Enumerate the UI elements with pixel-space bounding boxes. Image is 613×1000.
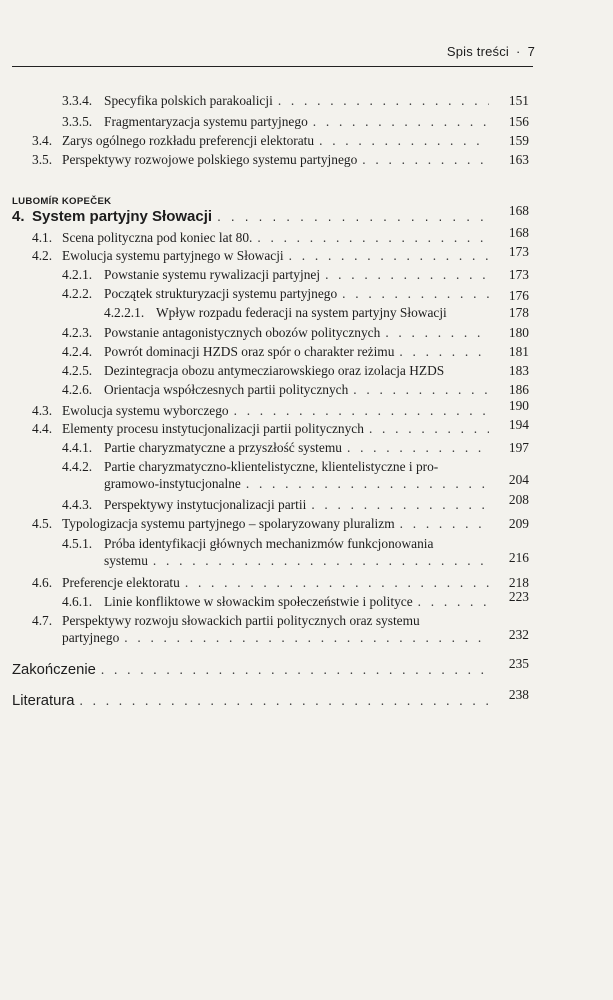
toc-entry-title-line bbox=[104, 114, 489, 130]
toc-entry-page: 183 bbox=[508, 363, 529, 378]
dot-leader bbox=[234, 403, 489, 419]
toc-chapter-title-line bbox=[32, 209, 489, 225]
dot-leader bbox=[399, 344, 489, 360]
header-rule bbox=[12, 66, 533, 67]
toc-entry-title-line bbox=[62, 575, 489, 591]
toc-entry-number: 4.2.1. bbox=[62, 267, 93, 282]
toc-chapter-number: 4. bbox=[12, 208, 25, 225]
toc-entry bbox=[0, 516, 613, 536]
toc-entry-number: 4.2.4. bbox=[62, 344, 93, 359]
dot-leader bbox=[313, 114, 489, 130]
toc-entry bbox=[0, 492, 613, 517]
toc-entry-title-continuation bbox=[104, 476, 489, 492]
toc-entry-number: 4.1. bbox=[32, 230, 53, 245]
conclusion-title: Zakończenie bbox=[12, 662, 96, 678]
toc-entry-title: Powstanie systemu rywalizacji partyjnej bbox=[104, 267, 321, 282]
toc-entry-title-line bbox=[104, 325, 489, 341]
toc-entry bbox=[0, 305, 613, 325]
running-head-title: Spis treści bbox=[446, 44, 510, 59]
toc-entry-page: 173 bbox=[508, 267, 529, 282]
toc-entry-page: 178 bbox=[508, 305, 529, 320]
toc-entry-title: Wpływ rozpadu federacji na system partyjny Słowacji bbox=[156, 305, 447, 320]
toc-entry-title: Perspektywy rozwoju słowackich partii politycznych oraz systemu bbox=[62, 613, 420, 628]
toc-entry-title-line bbox=[62, 613, 496, 629]
toc-entry-title: Typologizacja systemu partyjnego – spolaryzowany pluralizm bbox=[62, 516, 395, 531]
toc-entry-number: 4.4.3. bbox=[62, 497, 93, 512]
dot-leader bbox=[369, 421, 489, 437]
toc-entry-title-line bbox=[62, 516, 489, 532]
toc-entry-title: Partie charyzmatyczne a przyszłość systemu bbox=[104, 440, 342, 455]
toc-entry-title: Ewolucja systemu partyjnego w Słowacji bbox=[62, 248, 284, 263]
toc-entry-title-line bbox=[156, 305, 496, 321]
toc-entry-page: 173 bbox=[508, 244, 529, 259]
toc-entry bbox=[0, 440, 613, 460]
toc-entry-title: Początek strukturyzacji systemu partyjnego bbox=[104, 286, 338, 301]
toc-entry-title-line bbox=[104, 459, 496, 475]
toc-entry-title-line bbox=[62, 421, 489, 437]
toc-entry-page: 186 bbox=[508, 382, 529, 397]
toc-entry-page: 159 bbox=[508, 133, 529, 148]
toc-chapter-title: System partyjny Słowacji bbox=[32, 209, 213, 225]
dot-leader bbox=[347, 440, 489, 456]
toc-entry-number: 4.2.6. bbox=[62, 382, 93, 397]
toc-entry-title-line-2: gramowo-instytucjonalne bbox=[104, 476, 241, 491]
toc-entry-number: 4.4.2. bbox=[62, 459, 93, 474]
toc-entry-page: 197 bbox=[508, 440, 529, 455]
toc-entry-page: 151 bbox=[508, 93, 529, 108]
toc-entry-page: 180 bbox=[508, 325, 529, 340]
toc-entry-title: Perspektywy instytucjonalizacji partii bbox=[104, 497, 307, 512]
toc-entry-page: 204 bbox=[508, 472, 529, 487]
toc-entry bbox=[0, 363, 613, 383]
toc-entry-title: Próba identyfikacji głównych mechanizmów funkcjonowania bbox=[104, 536, 434, 551]
toc-entry-page: 216 bbox=[508, 550, 529, 565]
running-head bbox=[447, 44, 535, 59]
dot-leader bbox=[124, 630, 489, 646]
dot-leader bbox=[80, 693, 489, 709]
toc-entry bbox=[0, 152, 613, 172]
toc-entry-number: 3.4. bbox=[32, 133, 53, 148]
dot-leader bbox=[342, 286, 489, 302]
dot-leader bbox=[385, 325, 489, 341]
toc-entry-title-line bbox=[104, 440, 489, 456]
toc-entry bbox=[0, 114, 613, 134]
dot-leader bbox=[418, 594, 489, 610]
toc-entry bbox=[0, 244, 613, 268]
toc-entry-page: 176 bbox=[508, 288, 529, 303]
toc-entry-title-line-2: systemu bbox=[104, 553, 148, 568]
dot-leader bbox=[311, 497, 489, 513]
toc-entry-page: 208 bbox=[508, 492, 529, 507]
toc-entry-title-line bbox=[12, 693, 489, 709]
dot-leader bbox=[101, 662, 489, 678]
toc-entry-number: 3.3.4. bbox=[62, 93, 93, 108]
toc-entry-title: Zarys ogólnego rozkładu preferencji elektoratu bbox=[62, 133, 315, 148]
toc-entry-title: Specyfika polskich parakoalicji bbox=[104, 93, 273, 108]
toc-entry-title-line bbox=[104, 363, 496, 379]
toc-entry bbox=[0, 133, 613, 153]
toc-entry-number: 3.3.5. bbox=[62, 114, 93, 129]
toc-entry-title-line bbox=[12, 662, 489, 678]
toc-entry bbox=[0, 589, 613, 614]
toc-entry-title: Elementy procesu instytucjonalizacji partii politycznych bbox=[62, 421, 364, 436]
toc-entry-title: Powstanie antagonistycznych obozów politycznych bbox=[104, 325, 381, 340]
toc-entry-page: 235 bbox=[508, 656, 529, 671]
toc-entry-title-line bbox=[62, 152, 489, 168]
toc-entry-page: 232 bbox=[508, 627, 529, 642]
toc-entry-title-line-2: partyjnego bbox=[62, 630, 120, 645]
toc-entry-number: 4.2.3. bbox=[62, 325, 93, 340]
toc-entry-number: 4.3. bbox=[32, 403, 53, 418]
toc-entry-title-line bbox=[104, 267, 489, 283]
toc-entry-number: 4.4. bbox=[32, 421, 53, 436]
toc-entry-number: 4.5.1. bbox=[62, 536, 93, 551]
dot-leader bbox=[353, 382, 489, 398]
toc-entry-title-line bbox=[104, 286, 489, 302]
toc-entry-title: Partie charyzmatyczno-klientelistyczne, klientelistyczne i pro- bbox=[104, 459, 439, 474]
running-head-page-number: 7 bbox=[527, 44, 535, 59]
toc-entry-page: 163 bbox=[508, 152, 529, 167]
toc-entry-title-line bbox=[104, 497, 489, 513]
toc-entry-title-continuation bbox=[62, 630, 489, 646]
toc-entry-title-continuation bbox=[104, 553, 489, 569]
dot-leader bbox=[257, 230, 489, 246]
toc-entry bbox=[0, 286, 613, 306]
toc-entry-title-line bbox=[104, 594, 489, 610]
chapter-author: LUBOMÍR KOPEČEK bbox=[12, 196, 112, 207]
dot-leader bbox=[217, 209, 489, 225]
toc-entry-title-line bbox=[104, 344, 489, 360]
toc-entry bbox=[0, 93, 613, 113]
toc-entry-title: Ewolucja systemu wyborczego bbox=[62, 403, 229, 418]
toc-entry-page: 156 bbox=[508, 114, 529, 129]
toc-entry-title-line bbox=[62, 248, 489, 264]
toc-entry-number: 4.4.1. bbox=[62, 440, 93, 455]
dot-leader bbox=[400, 516, 489, 532]
toc-entry-page: 168 bbox=[508, 225, 529, 240]
dot-leader bbox=[153, 553, 489, 569]
dot-leader bbox=[325, 267, 489, 283]
toc-entry-page: 194 bbox=[508, 417, 529, 432]
toc-entry-title: Powrót dominacji HZDS oraz spór o charakter reżimu bbox=[104, 344, 395, 359]
toc-entry-title-line bbox=[104, 382, 489, 398]
toc-end-entry bbox=[0, 656, 613, 682]
toc-entry-title: Dezintegracja obozu antymecziarowskiego oraz izolacja HZDS bbox=[104, 363, 445, 378]
toc-entry-page: 168 bbox=[508, 203, 529, 218]
toc-end-entry bbox=[0, 687, 613, 713]
toc-entry-page: 181 bbox=[508, 344, 529, 359]
toc-entry-title-line bbox=[62, 133, 489, 149]
toc-entry-page: 238 bbox=[508, 687, 529, 702]
toc-entry bbox=[0, 536, 613, 576]
dot-leader bbox=[246, 476, 489, 492]
toc-entry bbox=[0, 417, 613, 441]
toc-entry bbox=[0, 267, 613, 287]
dot-leader bbox=[185, 575, 489, 591]
dot-leader bbox=[362, 152, 489, 168]
toc-entry-number: 4.2.2.1. bbox=[104, 305, 145, 320]
toc-entry-title: Scena polityczna pod koniec lat 80. bbox=[62, 230, 253, 245]
toc-entry-page: 209 bbox=[508, 516, 529, 531]
toc-entry-number: 4.2. bbox=[32, 248, 53, 263]
toc-entry-title: Orientacja współczesnych partii politycznych bbox=[104, 382, 349, 397]
toc-entry bbox=[0, 325, 613, 345]
toc-entry-title: Perspektywy rozwojowe polskiego systemu partyjnego bbox=[62, 152, 358, 167]
toc-entry-title-line bbox=[104, 93, 489, 109]
toc-entry-page: 223 bbox=[508, 589, 529, 604]
toc-entry-number: 4.2.5. bbox=[62, 363, 93, 378]
toc-entry-title-line bbox=[62, 230, 489, 246]
toc-entry-number: 4.2.2. bbox=[62, 286, 93, 301]
toc-entry-number: 4.7. bbox=[32, 613, 53, 628]
dot-leader bbox=[278, 93, 489, 109]
toc-entry bbox=[0, 613, 613, 653]
toc-entry-title: Linie konfliktowe w słowackim społeczeństwie i polityce bbox=[104, 594, 413, 609]
toc-entry-number: 4.6.1. bbox=[62, 594, 93, 609]
dot-leader bbox=[289, 248, 489, 264]
dot-leader bbox=[319, 133, 489, 149]
toc-entry-title-line bbox=[104, 536, 496, 552]
toc-entry-title: Preferencje elektoratu bbox=[62, 575, 180, 590]
toc-entry-title: Fragmentaryzacja systemu partyjnego bbox=[104, 114, 308, 129]
toc-entry-number: 4.5. bbox=[32, 516, 53, 531]
toc-entry-title-line bbox=[62, 403, 489, 419]
bibliography-title: Literatura bbox=[12, 693, 75, 709]
toc-entry-page: 190 bbox=[508, 398, 529, 413]
toc-entry-page: 218 bbox=[508, 575, 529, 590]
toc-entry-number: 4.6. bbox=[32, 575, 53, 590]
running-head-separator: · bbox=[516, 44, 521, 59]
toc-entry bbox=[0, 344, 613, 364]
toc-entry-number: 3.5. bbox=[32, 152, 53, 167]
